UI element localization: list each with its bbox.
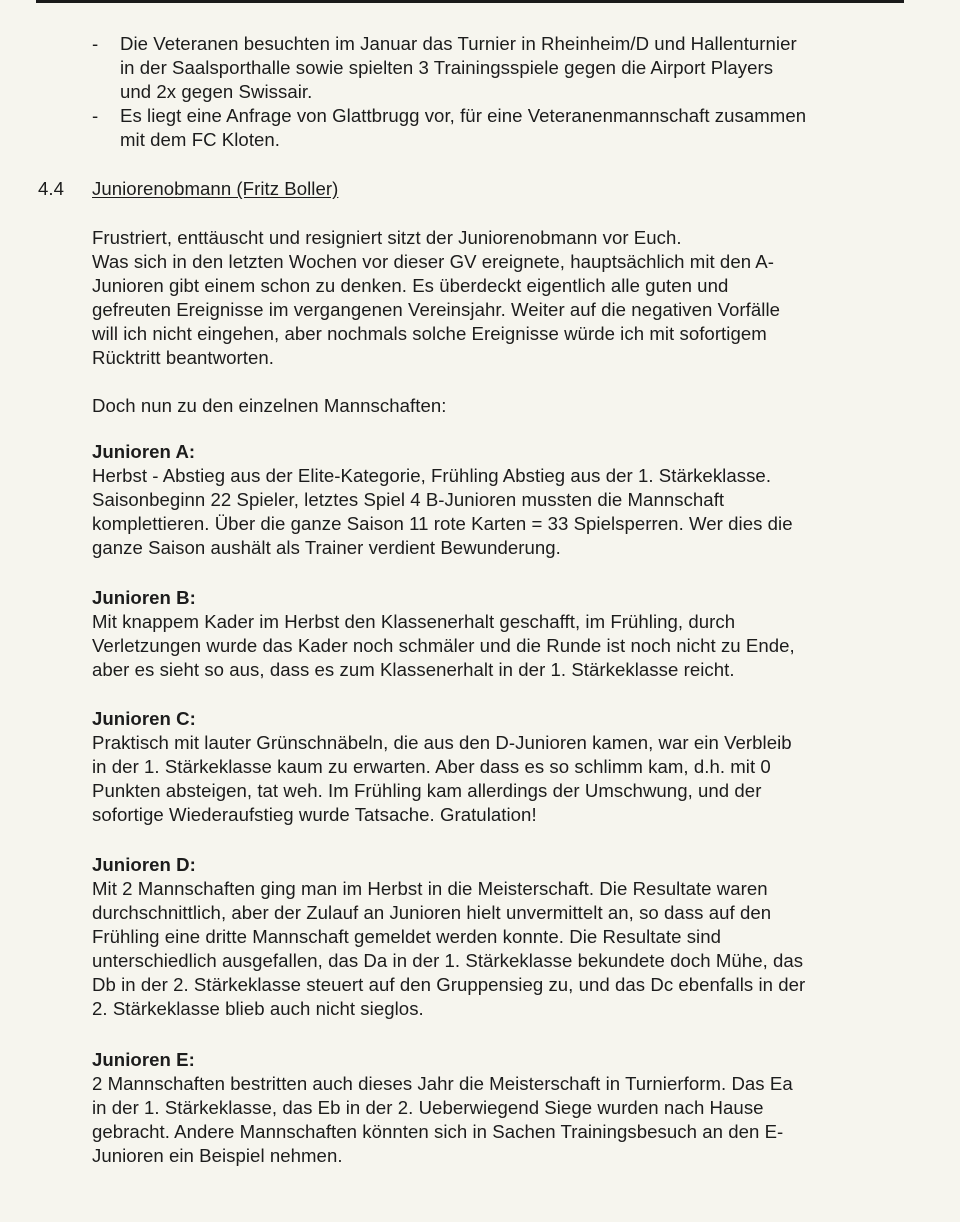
bullet-dash: - — [92, 105, 99, 126]
paragraph-line: Frühling eine dritte Mannschaft gemeldet werden konnte. Die Resultate sind — [92, 926, 722, 947]
section-title: Juniorenobmann (Fritz Boller) — [92, 178, 339, 199]
paragraph-line: will ich nicht eingehen, aber nochmals solche Ereignisse würde ich mit sofortigem — [92, 323, 767, 344]
bullet-line: mit dem FC Kloten. — [120, 129, 281, 150]
top-rule — [36, 0, 904, 3]
team-title: Junioren B: — [92, 587, 196, 608]
team-section-a — [92, 440, 932, 560]
team-title: Junioren C: — [92, 708, 196, 729]
bullet-line: Die Veteranen besuchten im Januar das Turnier in Rheinheim/D und Hallenturnier — [120, 33, 797, 54]
paragraph-line: in der 1. Stärkeklasse, das Eb in der 2. Ueberwiegend Siege wurden nach Hause — [92, 1097, 764, 1118]
team-title: Junioren D: — [92, 854, 196, 875]
bullet-item — [92, 104, 932, 152]
paragraph-line: Rücktritt beantworten. — [92, 347, 274, 368]
paragraph-line: Frustriert, enttäuscht und resigniert sitzt der Juniorenobmann vor Euch. — [92, 227, 682, 248]
paragraph-line: Doch nun zu den einzelnen Mannschaften: — [92, 395, 447, 416]
paragraph-line: Praktisch mit lauter Grünschnäbeln, die aus den D-Junioren kamen, war ein Verbleib — [92, 732, 792, 753]
paragraph-line: Punkten absteigen, tat weh. Im Frühling kam allerdings der Umschwung, und der — [92, 780, 762, 801]
paragraph-line: Verletzungen wurde das Kader noch schmäler und die Runde ist noch nicht zu Ende, — [92, 635, 795, 656]
bullet-line: und 2x gegen Swissair. — [120, 81, 313, 102]
team-section-e — [92, 1048, 932, 1168]
intro-transition — [92, 394, 932, 418]
bullet-line: in der Saalsporthalle sowie spielten 3 Trainingsspiele gegen die Airport Players — [120, 57, 774, 78]
bullet-line: Es liegt eine Anfrage von Glattbrugg vor, für eine Veteranenmannschaft zusammen — [120, 105, 807, 126]
paragraph-line: Was sich in den letzten Wochen vor dieser GV ereignete, hauptsächlich mit den A- — [92, 251, 774, 272]
paragraph-line: Mit knappem Kader im Herbst den Klassenerhalt geschafft, im Frühling, durch — [92, 611, 736, 632]
paragraph-line: ganze Saison aushält als Trainer verdient Bewunderung. — [92, 537, 561, 558]
paragraph-line: gefreuten Ereignisse im vergangenen Vereinsjahr. Weiter auf die negativen Vorfälle — [92, 299, 781, 320]
team-title: Junioren E: — [92, 1049, 195, 1070]
paragraph-line: Mit 2 Mannschaften ging man im Herbst in die Meisterschaft. Die Resultate waren — [92, 878, 768, 899]
paragraph-line: Db in der 2. Stärkeklasse steuert auf den Gruppensieg zu, und das Dc ebenfalls in der — [92, 974, 806, 995]
bullet-dash: - — [92, 33, 99, 54]
paragraph-line: in der 1. Stärkeklasse kaum zu erwarten. Aber dass es so schlimm kam, d.h. mit 0 — [92, 756, 771, 777]
team-section-b — [92, 586, 932, 682]
section-number: 4.4 — [38, 178, 64, 199]
veterans-bullet-list — [92, 32, 932, 152]
paragraph-line: 2 Mannschaften bestritten auch dieses Jahr die Meisterschaft in Turnierform. Das Ea — [92, 1073, 793, 1094]
team-title: Junioren A: — [92, 441, 196, 462]
paragraph-line: aber es sieht so aus, dass es zum Klassenerhalt in der 1. Stärkeklasse reicht. — [92, 659, 735, 680]
paragraph-line: sofortige Wiederaufstieg wurde Tatsache. Gratulation! — [92, 804, 537, 825]
paragraph-line: Junioren ein Beispiel nehmen. — [92, 1145, 343, 1166]
paragraph-line: Junioren gibt einem schon zu denken. Es überdeckt eigentlich alle guten und — [92, 275, 729, 296]
paragraph-line: Saisonbeginn 22 Spieler, letztes Spiel 4 B-Junioren mussten die Mannschaft — [92, 489, 725, 510]
paragraph-line: 2. Stärkeklasse blieb auch nicht sieglos. — [92, 998, 424, 1019]
intro-paragraph — [92, 226, 932, 370]
team-section-c — [92, 707, 932, 827]
paragraph-line: gebracht. Andere Mannschaften könnten sich in Sachen Trainingsbesuch an den E- — [92, 1121, 784, 1142]
paragraph-line: komplettieren. Über die ganze Saison 11 rote Karten = 33 Spielsperren. Wer dies die — [92, 513, 793, 534]
bullet-item — [92, 32, 932, 104]
paragraph-line: unterschiedlich ausgefallen, das Da in der 1. Stärkeklasse bekundete doch Mühe, das — [92, 950, 804, 971]
paragraph-line: Herbst - Abstieg aus der Elite-Kategorie, Frühling Abstieg aus der 1. Stärkeklasse. — [92, 465, 772, 486]
team-section-d — [92, 853, 932, 1021]
paragraph-line: durchschnittlich, aber der Zulauf an Junioren hielt unvermittelt an, so dass auf den — [92, 902, 772, 923]
